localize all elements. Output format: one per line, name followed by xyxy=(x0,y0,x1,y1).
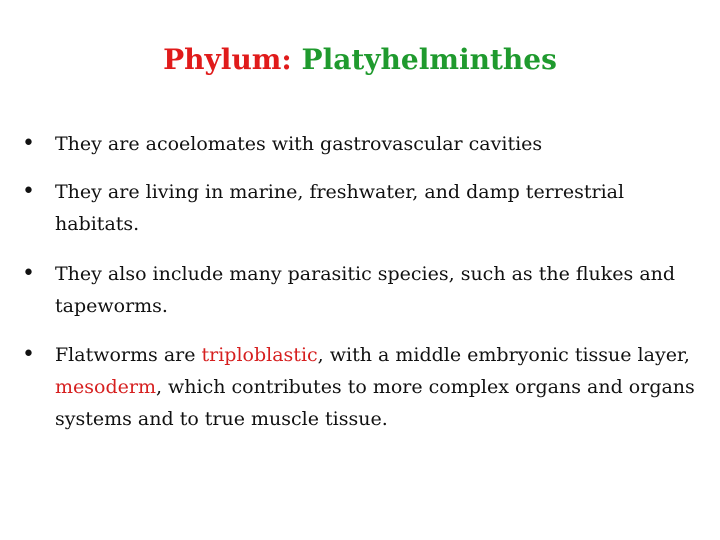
highlight-term-triploblastic: triploblastic xyxy=(201,344,318,366)
bullet-text: They also include many parasitic species, such as the flukes and tapeworms. xyxy=(55,263,676,317)
slide-title xyxy=(0,40,720,80)
bullet-text-part: , which contributes to more complex organs and organs systems and to true muscle tissue. xyxy=(55,376,695,430)
title-tail: Platyhelminthes xyxy=(301,43,557,76)
bullet-text-part: Flatworms are xyxy=(55,344,202,366)
bullet-dot-icon: • xyxy=(22,342,35,367)
bullet-dot-icon: • xyxy=(22,179,35,204)
highlight-term-mesoderm: mesoderm xyxy=(55,376,156,398)
bullet-text: They are acoelomates with gastrovascular cavities xyxy=(55,133,543,155)
bullet-text: They are living in marine, freshwater, and damp terrestrial habitats. xyxy=(55,181,625,235)
bullet-dot-icon: • xyxy=(22,261,35,286)
bullet-text-part: , with a middle embryonic tissue layer, xyxy=(317,344,690,366)
title-lead: Phylum: xyxy=(163,43,292,76)
bullet-dot-icon: • xyxy=(22,131,35,156)
bullet-text xyxy=(55,339,695,435)
